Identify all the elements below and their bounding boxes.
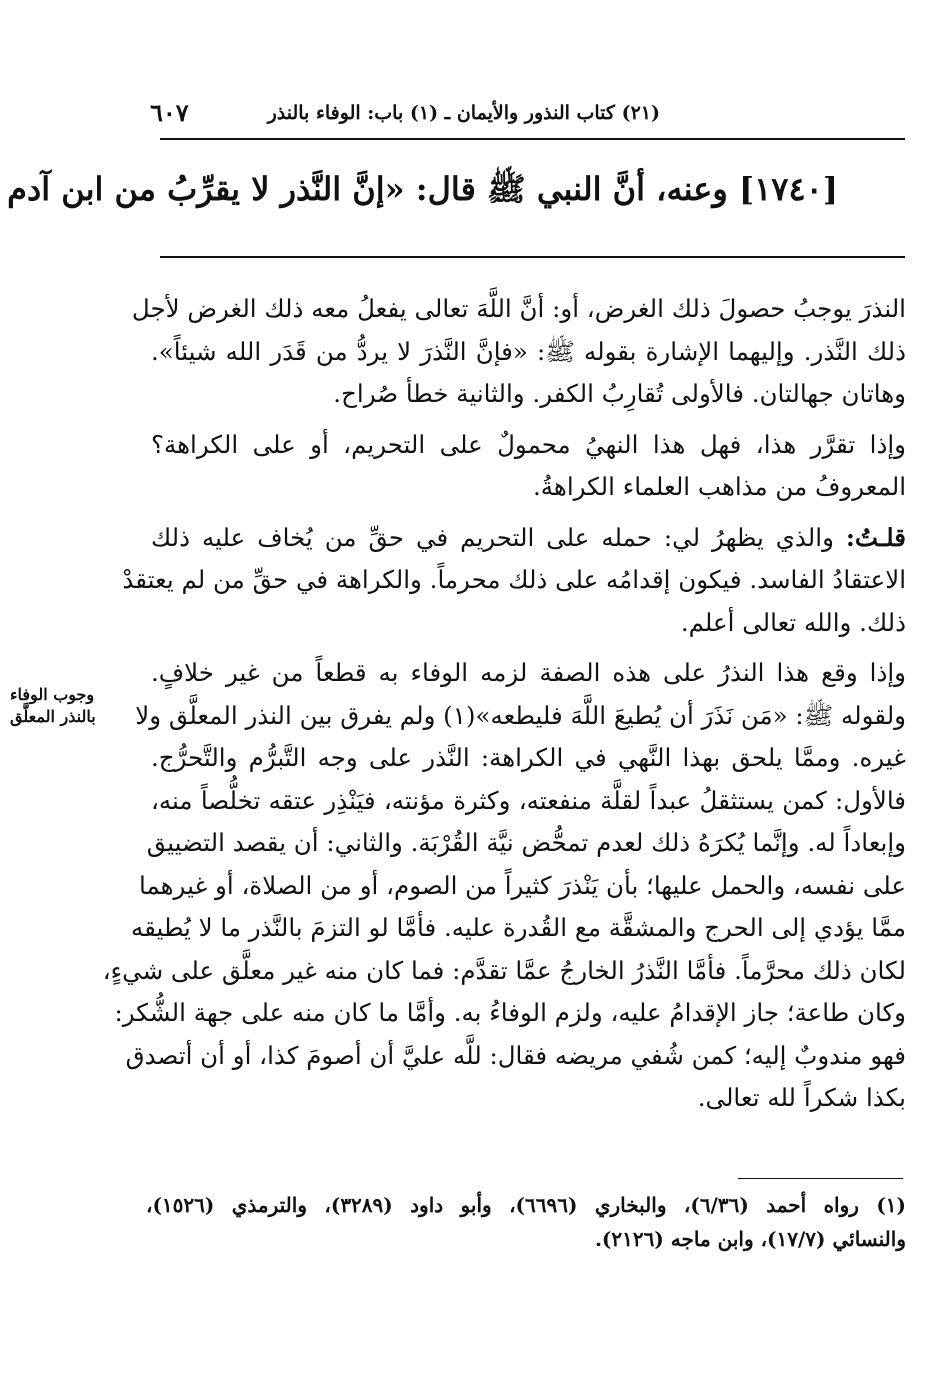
page-header xyxy=(150,96,920,136)
text-line: ذلك. والله تعالى أعلم. xyxy=(680,607,906,637)
text-line: وإبعاداً له. وإنَّما يُكرَهُ ذلك لعدم تمحُّض نيَّة القُرْبَة. والثاني: أن يقصد التضييق xyxy=(146,828,906,857)
text-line: غيره. وممَّا يلحق بهذا النَّهي في الكراهة: النَّذر على وجه التَّبرُّم والتَّحرُّج. xyxy=(151,743,906,772)
text-line: فالأول: كمن يستثقلُ عبداً لقلَّة منفعته، وكثرة مؤنته، فيَنْذِر عتقه تخلُّصاً منه، xyxy=(151,785,906,815)
footnote xyxy=(146,1188,906,1256)
text-line: بكذا شكراً لله تعالى. xyxy=(697,1083,906,1112)
text-line: وإذا وقع هذا النذرُ على هذه الصفة لزمه الوفاء به قطعاً من غير خلافٍ. xyxy=(151,658,906,687)
hadith-heading: [١٧٤٠] وعنه، أنَّ النبي ﷺ قال: «إنَّ النَّذر لا يقرِّبُ من ابن آدم xyxy=(7,170,838,208)
text-segment: والذي يظهرُ لي: حمله على التحريم في حقِّ من يُخاف عليه ذلك xyxy=(151,522,834,552)
text-line: وهاتان جهالتان. فالأولى تُقارِبُ الكفر. والثانية خطأ صُراح. xyxy=(333,379,906,408)
qultu-lead: قلـتُ: xyxy=(845,522,906,552)
margin-note-line: وجوب الوفاء xyxy=(10,685,95,704)
text-line: المعروفُ من مذاهب العلماء الكراهةُ. xyxy=(532,472,906,501)
text-line: ذلك النَّذر. وإليهما الإشارة بقوله ﷺ: «فإنَّ النَّذرَ لا يردُّ من قَدَر الله شيئاً». xyxy=(151,336,906,366)
text-line: لكان ذلك محرَّماً. فأمَّا النَّذرُ الخارجُ عمَّا تقدَّم: فما كان منه غير معلَّق على شيءٍ، xyxy=(102,955,906,985)
text-line xyxy=(151,517,906,560)
paragraph xyxy=(122,517,906,645)
text-line: النذرَ يوجبُ حصولَ ذلك الغرض، أو: أنَّ اللَّهَ تعالى يفعلُ معه ذلك الغرض لأجل xyxy=(131,294,906,323)
text-line: ممَّا يؤدي إلى الحرج والمشقَّة مع القُدرة عليه. فأمَّا لو التزمَ بالنَّذر ما لا يُطيقه xyxy=(131,913,906,942)
footnote-line: والنسائي (١٧/٧)، وابن ماجه (٢١٢٦). xyxy=(594,1227,906,1251)
text-line: وإذا تقرَّر هذا، فهل هذا النهيُ محمولٌ على التحريم، أو على الكراهة؟ xyxy=(151,429,906,459)
page-number: ٦٠٧ xyxy=(150,98,189,127)
running-head: (٢١) كتاب النذور والأيمان ـ (١) باب: الوفاء بالنذر xyxy=(267,102,660,124)
text-line: وكان طاعة؛ جاز الإقدامُ عليه، ولزم الوفاءُ به. وأمَّا ما كان منه على جهة الشُّكر: xyxy=(114,998,906,1027)
text-line: ولقوله ﷺ: «مَن نَذَرَ أن يُطيعَ اللَّهَ فليطعه»(١) ولم يفرق بين النذر المعلَّق ولا xyxy=(135,700,906,730)
text-line: على نفسه، والحمل عليها؛ بأن يَنْذرَ كثيراً من الصوم، أو من الصلاة، أو غيرهما xyxy=(139,870,906,900)
paragraph xyxy=(151,424,906,509)
commentary-body xyxy=(102,288,906,1128)
paragraph xyxy=(131,288,906,416)
margin-note-line: بالنذر المعلَّق xyxy=(10,707,96,726)
footnote-rule xyxy=(738,1178,903,1179)
margin-note xyxy=(10,684,140,728)
section-divider xyxy=(160,256,905,258)
header-rule xyxy=(160,138,905,140)
text-line: فهو مندوبٌ إليه؛ كمن شُفي مريضه فقال: للَّه عليَّ أن أصومَ كذا، أو أن أتصدق xyxy=(125,1040,906,1070)
paragraph xyxy=(102,652,906,1120)
text-line: الاعتقادُ الفاسد. فيكون إقدامُه على ذلك محرماً. والكراهة في حقِّ من لم يعتقدْ xyxy=(122,565,906,594)
footnote-line: (١) رواه أحمد (٦/٣٦)، والبخاري (٦٦٩٦)، وأبو داود (٣٢٨٩)، والترمذي (١٥٢٦)، xyxy=(146,1193,907,1217)
